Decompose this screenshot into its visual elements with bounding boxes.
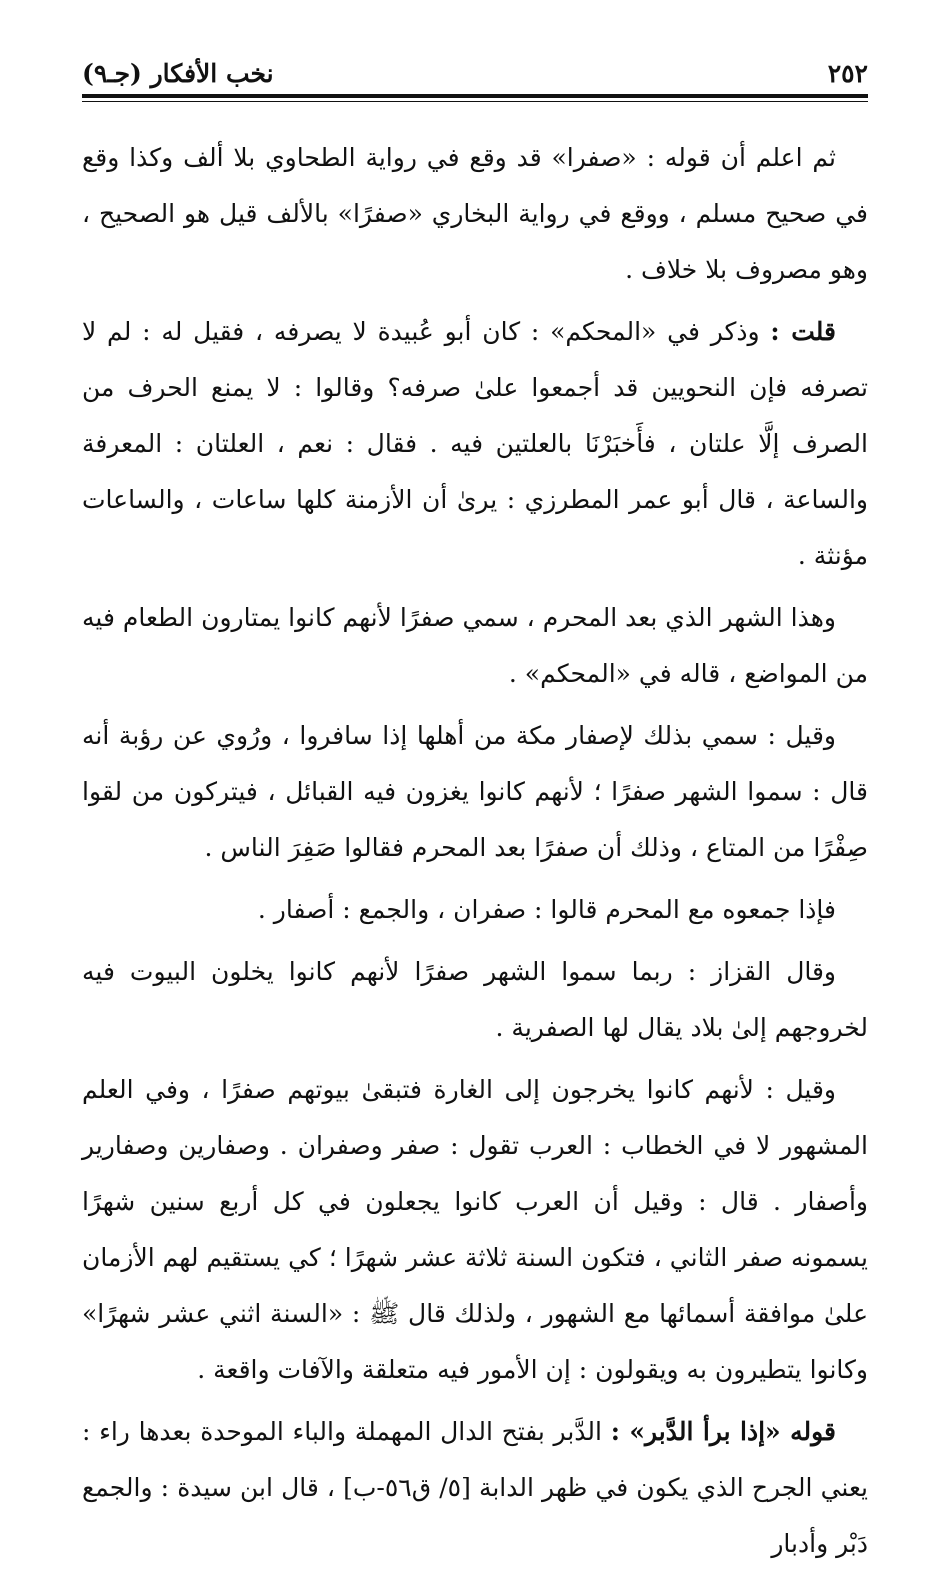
paragraph-text: ثم اعلم أن قوله : «صفرا» قد وقع في رواية الطحاوي بلا ألف وكذا وقع في صحيح مسلم ، ووقع في رواية البخاري «صفرًا» بالألف قيل هو الصحيح ، وهو مصروف بلا خلاف . xyxy=(82,143,868,284)
paragraph-lead: قلت : xyxy=(770,317,836,346)
paragraph-text: وذكر في «المحكم» : كان أبو عُبيدة لا يصرفه ، فقيل له : لم لا تصرفه فإن النحويين قد أجمعوا علىٰ صرفه؟ وقالوا : لا يمنع الحرف من الصرف إلَّا علتان ، فأَخبَرْنَا بالعلتين فيه . فقال : نعم ، العلتان : المعرفة والساعة ، قال أبو عمر المطرزي : يرىٰ أن الأزمنة كلها ساعات ، والساعات مؤنثة . xyxy=(82,317,868,570)
paragraph xyxy=(82,882,868,938)
paragraph-text: فإذا جمعوه مع المحرم قالوا : صفران ، والجمع : أصفار . xyxy=(257,895,836,924)
page-header xyxy=(82,40,868,88)
page-body xyxy=(82,130,868,1572)
paragraph-text: وهذا الشهر الذي بعد المحرم ، سمي صفرًا لأنهم كانوا يمتارون الطعام فيه من المواضع ، قاله في «المحكم» . xyxy=(82,603,868,688)
paragraph-text: وقيل : سمي بذلك لإصفار مكة من أهلها إذا سافروا ، ورُوي عن رؤبة أنه قال : سموا الشهر صفرًا ؛ لأنهم كانوا يغزون فيه القبائل ، فيتركون من لقوا صِفْرًا من المتاع ، وذلك أن صفرًا بعد المحرم فقالوا صَفِرَ الناس . xyxy=(82,721,868,862)
paragraph xyxy=(82,1404,868,1572)
paragraph-text: الدَّبر بفتح الدال المهملة والباء الموحدة بعدها راء : يعني الجرح الذي يكون في ظهر الدابة [٥/ ق٥٦-ب] ، قال ابن سيدة : والجمع دَبْر وأدبار xyxy=(82,1417,868,1558)
paragraph xyxy=(82,590,868,702)
page-number: ٢٥٢ xyxy=(827,59,868,88)
paragraph-text: وقال القزاز : ربما سموا الشهر صفرًا لأنهم كانوا يخلون البيوت فيه لخروجهم إلىٰ بلاد يقال لها الصفرية . xyxy=(82,957,868,1042)
paragraph xyxy=(82,944,868,1056)
paragraph-text: وقيل : لأنهم كانوا يخرجون إلى الغارة فتبقىٰ بيوتهم صفرًا ، وفي العلم المشهور لا في الخطاب : العرب تقول : صفر وصفران . وصفارين وصفارير وأصفار . قال : وقيل أن العرب كانوا يجعلون في كل أربع سنين شهرًا يسمونه صفر الثاني ، فتكون السنة ثلاثة عشر شهرًا ؛ كي يستقيم لهم الأزمان علىٰ موافقة أسمائها مع الشهور ، ولذلك قال ﷺ : «السنة اثني عشر شهرًا» وكانوا يتطيرون به ويقولون : إن الأمور فيه متعلقة والآفات واقعة . xyxy=(82,1075,868,1384)
header-rule-thick xyxy=(82,94,868,98)
paragraph xyxy=(82,708,868,876)
paragraph xyxy=(82,1062,868,1398)
header-rule-thin xyxy=(82,101,868,102)
book-title: نخب الأفكار (جـ٩) xyxy=(82,59,274,88)
paragraph-lead: قوله «إذا برأ الدَّبر» : xyxy=(610,1417,836,1446)
paragraph xyxy=(82,304,868,584)
paragraph xyxy=(82,130,868,298)
